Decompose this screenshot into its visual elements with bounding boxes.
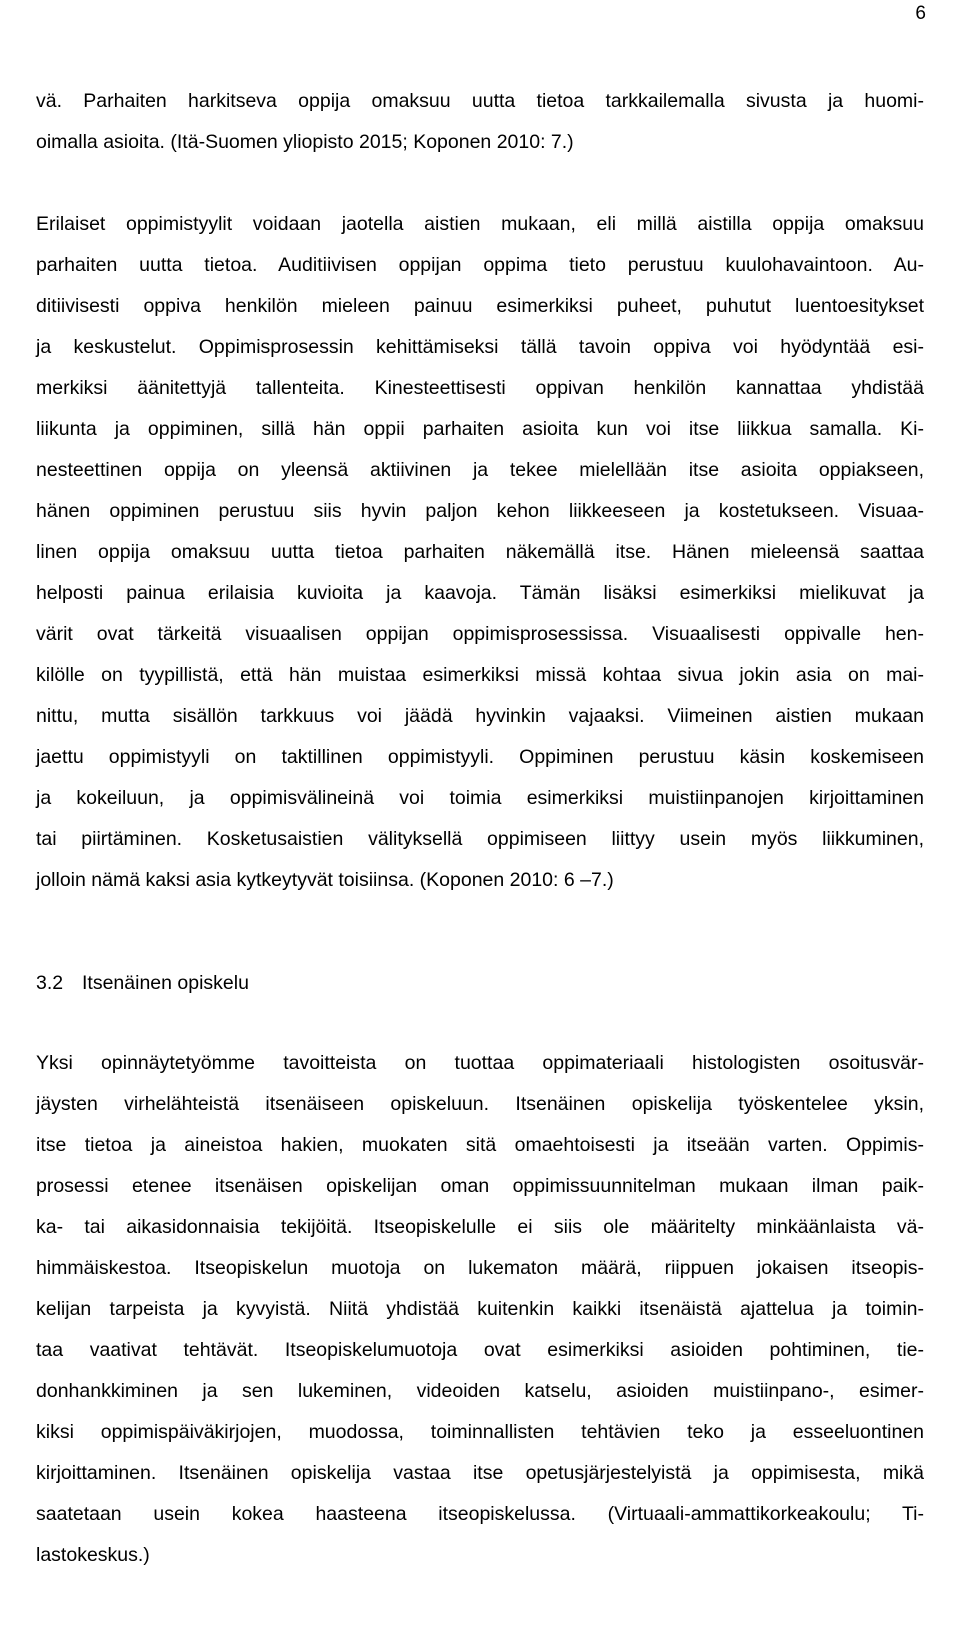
text-line: hänen oppiminen perustuu siis hyvin paljon kehon liikkeeseen ja kostetukseen. Visuaa-	[36, 500, 924, 522]
section-number: 3.2	[36, 972, 64, 994]
page-number: 6	[915, 3, 926, 24]
text-line: lastokeskus.)	[36, 1544, 150, 1566]
text-line: kilölle on tyypillistä, että hän muistaa esimerkiksi missä kohtaa sivua jokin asia on mai-	[36, 664, 924, 686]
text-line: oimalla asioita. (Itä-Suomen yliopisto 2015; Koponen 2010: 7.)	[36, 131, 574, 153]
text-line: jaettu oppimistyyli on taktillinen oppimistyyli. Oppiminen perustuu käsin koskemiseen	[36, 746, 924, 768]
text-line: saatetaan usein kokea haasteena itseopiskelussa. (Virtuaali-ammattikorkeakoulu; Ti-	[36, 1503, 924, 1525]
text-line: donhankkiminen ja sen lukeminen, videoiden katselu, asioiden muistiinpano-, esimer-	[36, 1380, 924, 1402]
text-line: kelijan tarpeista ja kyvyistä. Niitä yhdistää kuitenkin kaikki itsenäistä ajattelua ja toimin-	[36, 1298, 924, 1320]
text-line: ditiivisesti oppiva henkilön mieleen painuu esimerkiksi puheet, puhutut luentoesitykset	[36, 295, 924, 317]
text-line: värit ovat tärkeitä visuaalisen oppijan oppimisprosessissa. Visuaalisesti oppivalle hen-	[36, 623, 924, 645]
text-line: ka- tai aikasidonnaisia tekijöitä. Itseopiskelulle ei siis ole määritelty minkäänlaista vä-	[36, 1216, 924, 1238]
text-line: kirjoittaminen. Itsenäinen opiskelija vastaa itse opetusjärjestelyistä ja oppimisesta, mikä	[36, 1462, 924, 1484]
text-line: jolloin nämä kaksi asia kytkeytyvät toisiinsa. (Koponen 2010: 6 –7.)	[36, 869, 614, 891]
text-line: parhaiten uutta tietoa. Auditiivisen oppijan oppima tieto perustuu kuulohavaintoon. Au-	[36, 254, 924, 276]
text-line: kiksi oppimispäiväkirjojen, muodossa, toiminnallisten tehtävien teko ja esseeluontinen	[36, 1421, 924, 1443]
text-line: jäysten virhelähteistä itsenäiseen opiskeluun. Itsenäinen opiskelija työskentelee yksin,	[36, 1093, 924, 1115]
text-line: Erilaiset oppimistyylit voidaan jaotella aistien mukaan, eli millä aistilla oppija omaksuu	[36, 213, 924, 235]
section-heading	[36, 970, 249, 996]
text-line: himmäiskestoa. Itseopiskelun muotoja on lukematon määrä, riippuen jokaisen itseopis-	[36, 1257, 924, 1279]
text-line: ja keskustelut. Oppimisprosessin kehittämiseksi tällä tavoin oppiva voi hyödyntää esi-	[36, 336, 924, 358]
text-line: vä. Parhaiten harkitseva oppija omaksuu uutta tietoa tarkkailemalla sivusta ja huomi-	[36, 90, 924, 112]
text-line: itse tietoa ja aineistoa hakien, muokaten sitä omaehtoisesti ja itseään varten. Oppimis-	[36, 1134, 924, 1156]
text-line: ja kokeiluun, ja oppimisvälineinä voi toimia esimerkiksi muistiinpanojen kirjoittaminen	[36, 787, 924, 809]
text-line: taa vaativat tehtävät. Itseopiskelumuotoja ovat esimerkiksi asioiden pohtiminen, tie-	[36, 1339, 924, 1361]
text-line: merkiksi äänitettyjä tallenteita. Kinesteettisesti oppivan henkilön kannattaa yhdistää	[36, 377, 924, 399]
text-line: tai piirtäminen. Kosketusaistien välityksellä oppimiseen liittyy usein myös liikkuminen,	[36, 828, 924, 850]
text-line: liikunta ja oppiminen, sillä hän oppii parhaiten asioita kun voi itse liikkua samalla. Ki-	[36, 418, 924, 440]
text-line: linen oppija omaksuu uutta tietoa parhaiten näkemällä itse. Hänen mieleensä saattaa	[36, 541, 924, 563]
text-line: helposti painua erilaisia kuvioita ja kaavoja. Tämän lisäksi esimerkiksi mielikuvat ja	[36, 582, 924, 604]
text-line: nesteettinen oppija on yleensä aktiivinen ja tekee mielellään itse asioita oppiakseen,	[36, 459, 924, 481]
text-line: nittu, mutta sisällön tarkkuus voi jäädä hyvinkin vajaaksi. Viimeinen aistien mukaan	[36, 705, 924, 727]
text-line: prosessi etenee itsenäisen opiskelijan oman oppimissuunnitelman mukaan ilman paik-	[36, 1175, 924, 1197]
text-line: Yksi opinnäytetyömme tavoitteista on tuottaa oppimateriaali histologisten osoitusvär-	[36, 1052, 924, 1074]
section-title: Itsenäinen opiskelu	[82, 972, 249, 994]
